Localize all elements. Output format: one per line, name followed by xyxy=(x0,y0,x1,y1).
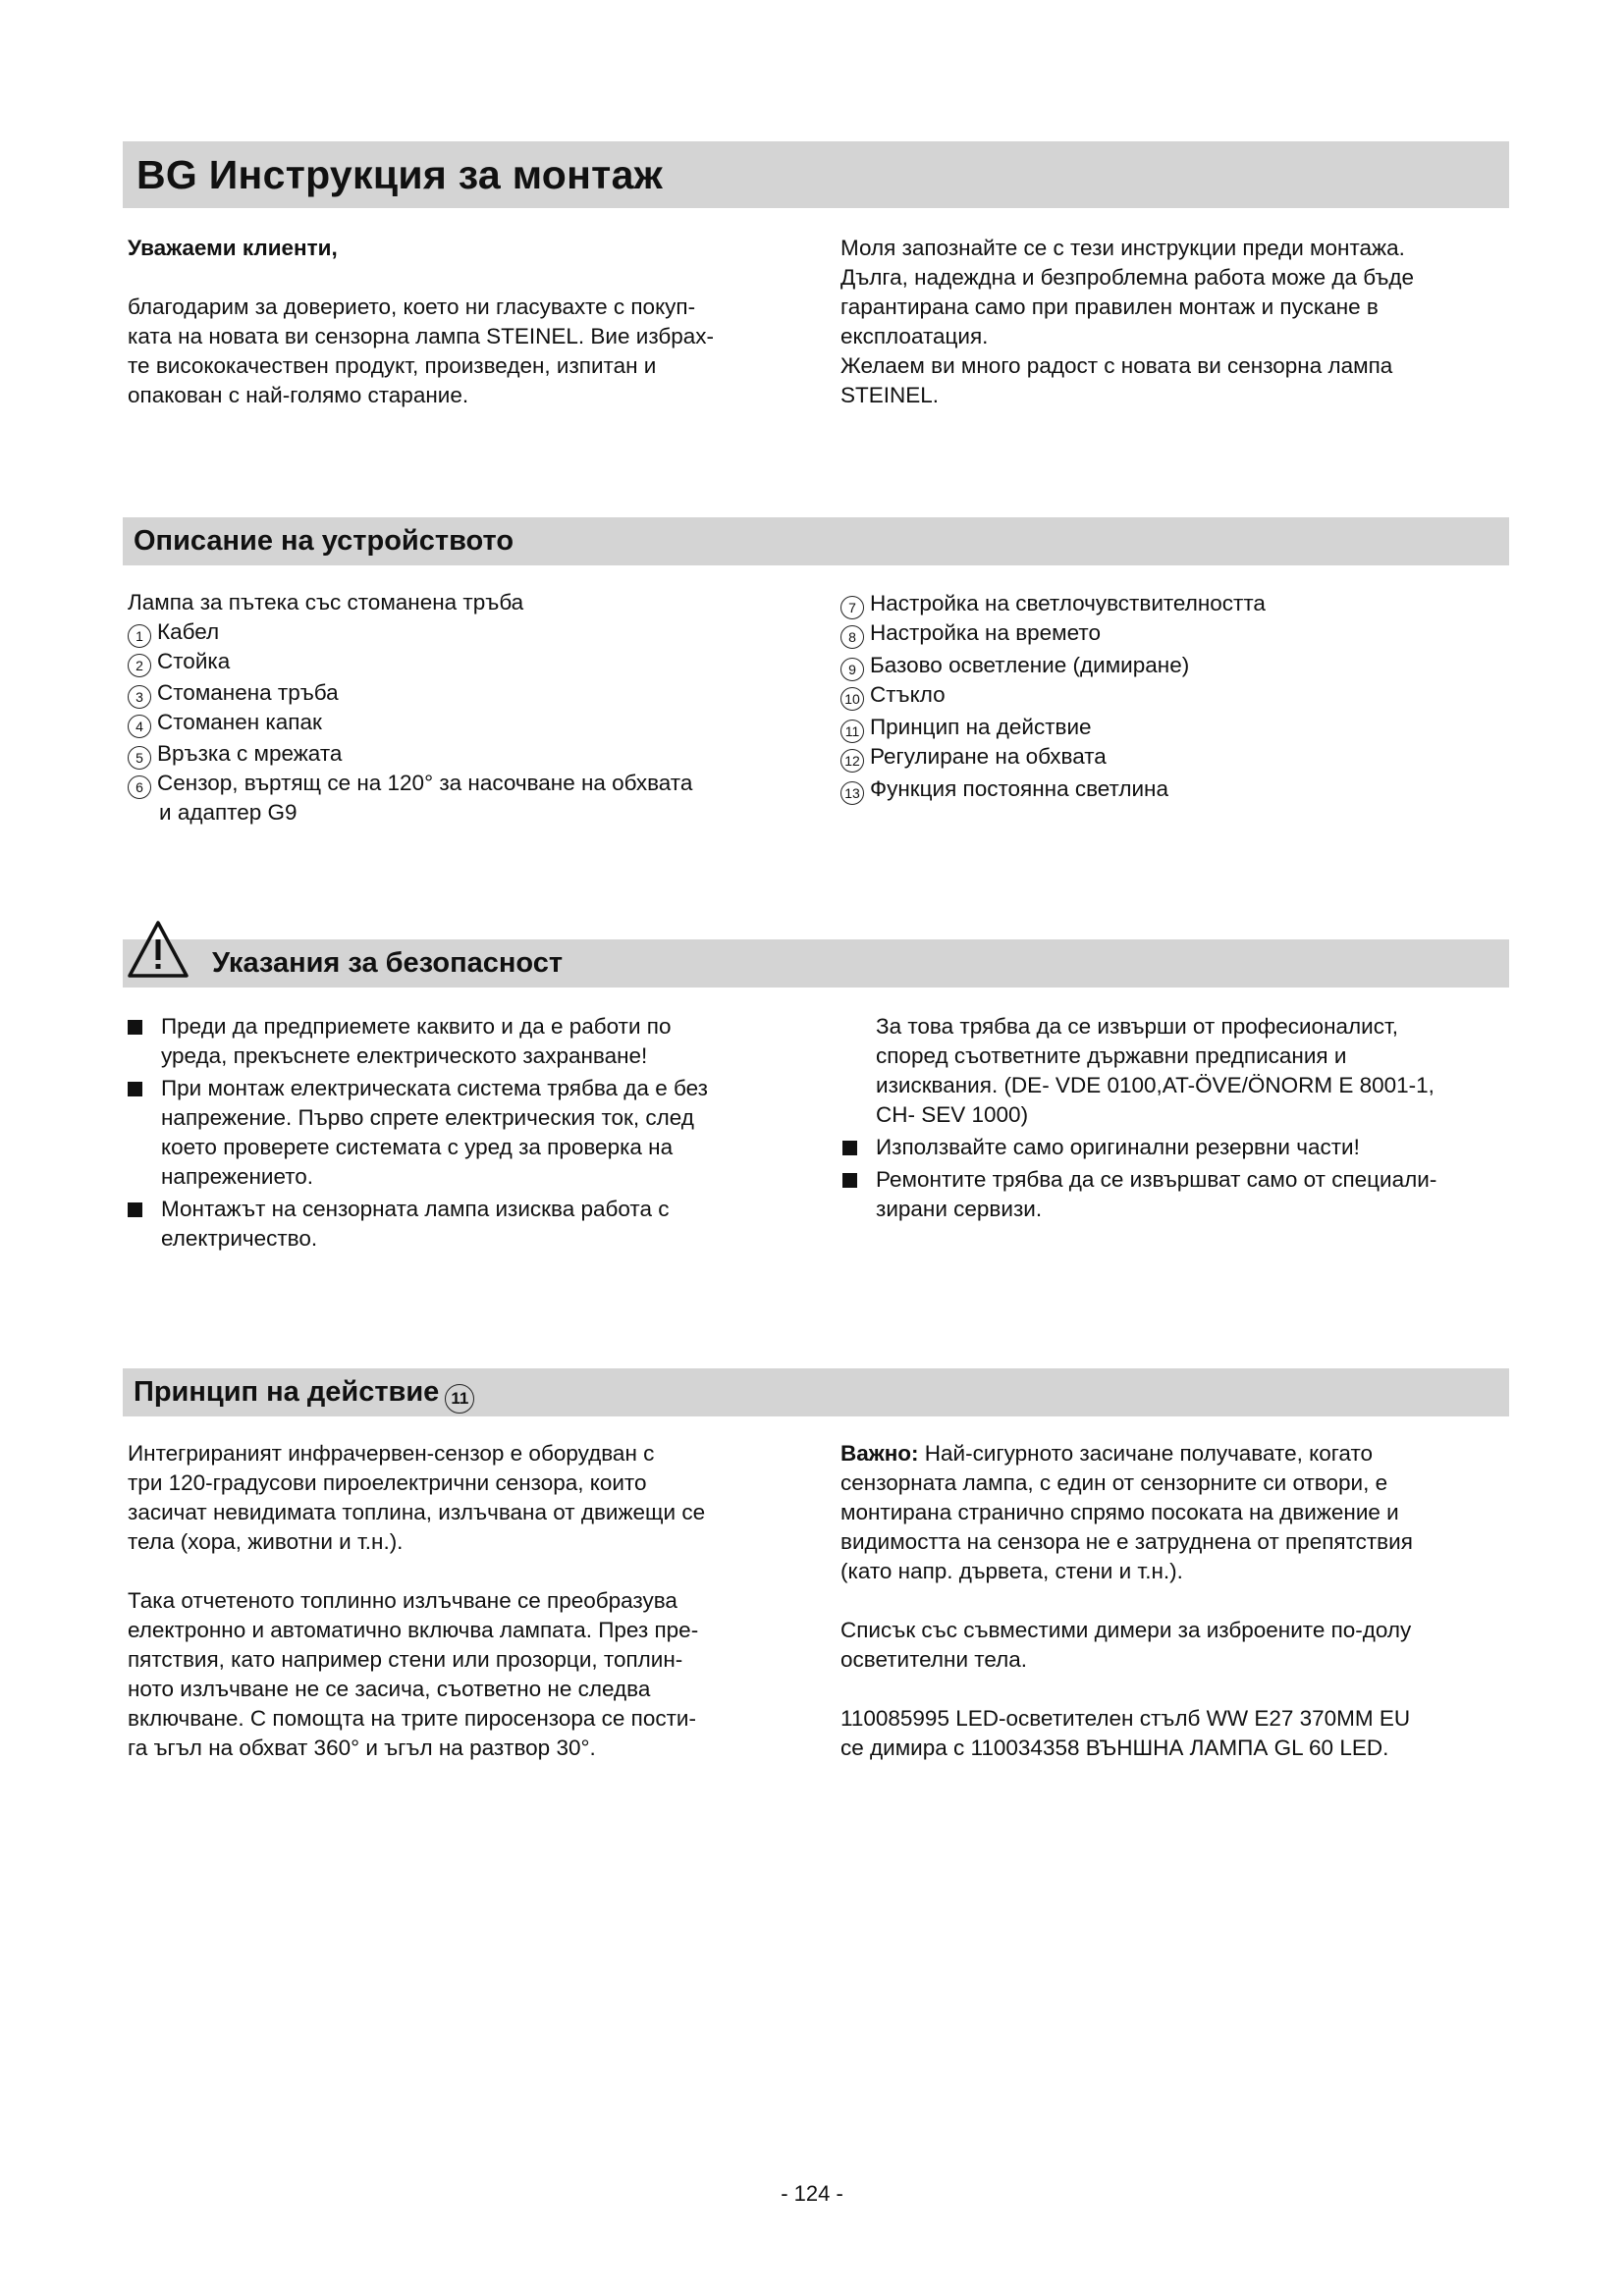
intro-line: Моля запознайте се с тези инструкции преди монтажа. xyxy=(840,236,1405,260)
device-list-right xyxy=(840,589,1518,804)
page-title: BG Инструкция за монтаж xyxy=(136,152,664,197)
list-item: 8 Настройка на времето xyxy=(840,618,1518,648)
intro-line: STEINEL. xyxy=(840,383,940,407)
list-item: 12 Регулиране на обхвата xyxy=(840,742,1518,772)
intro-line: гарантирана само при правилен монтаж и пускане в xyxy=(840,294,1379,319)
list-item: 7 Настройка на светлочувствителността xyxy=(840,589,1518,618)
safety-list-left xyxy=(128,1012,815,1256)
principle-left: Интегрираният инфрачервен-сензор е оборудван с три 120-градусови пироелектрични сензора, които засичат невидимата топлина, излъчвана от движещи се тела (хора, животни и т.н.). Така отчетеното топлинно излъчване се преобразува електронно и автоматично включва лампата. През пре- пятствия, като например стени или прозорци, топлин- ното излъчване не се засича, съответно не следва включване. С помощта на трите пиросензора се пости- га ъгъл на обхват 360° и ъгъл на разтвор 30°. xyxy=(128,1441,706,1760)
list-item: 3 Стоманена тръба xyxy=(128,678,805,708)
intro-line: Желаем ви много радост с новата ви сензорна лампа xyxy=(840,353,1393,378)
device-section-title: Описание на устройството xyxy=(134,525,514,557)
intro-line: благодарим за доверието, което ни гласувахте с покуп- xyxy=(128,294,696,319)
principle-right: Важно: Най-сигурното засичане получавате, когато сензорната лампа, с един от сензорните си отвори, е монтирана странично спрямо посоката на движение и видимостта на сензора не е затруднена от препятствия (като напр. дървета, стени и т.н.). Списък със съвместими димери за изброените по-долу осветителни тела. 110085995 LED-осветителен стълб WW E27 370MM EU се димира с 110034358 ВЪНШНА ЛАМПА GL 60 LED. xyxy=(840,1441,1413,1760)
item-number-icon: 9 xyxy=(840,658,864,681)
list-item: 11 Принцип на действие xyxy=(840,713,1518,742)
item-number-icon: 8 xyxy=(840,625,864,649)
list-item: 13 Функция постоянна светлина xyxy=(840,774,1518,804)
list-item: Ремонтите трябва да се извършват само от специали- зирани сервизи. xyxy=(842,1165,1510,1224)
item-number-icon: 5 xyxy=(128,746,151,770)
intro-right xyxy=(840,234,1518,410)
item-number-icon: 11 xyxy=(445,1384,474,1414)
item-number-icon: 6 xyxy=(128,775,151,799)
intro-line: Дълга, надеждна и безпроблемна работа може да бъде xyxy=(840,265,1415,290)
item-number-icon: 1 xyxy=(128,624,151,648)
bullet-square-icon xyxy=(842,1173,857,1188)
device-section-bar xyxy=(123,517,1509,565)
list-item: Преди да предприемете каквито и да е работи по уреда, прекъснете електрическото захранване! xyxy=(128,1012,815,1071)
item-number-icon: 2 xyxy=(128,654,151,677)
intro-line: те висококачествен продукт, произведен, изпитан и xyxy=(128,353,657,378)
list-item-continuation: и адаптер G9 xyxy=(159,800,298,825)
list-item: 9 Базово осветление (димиране) xyxy=(840,651,1518,680)
safety-continuation: За това трябва да се извърши от професионалист, според съответните държавни предписания и изисквания. (DE- VDE 0100,AT-ÖVE/ÖNORM E 8001-1, CH- SEV 1000) xyxy=(876,1014,1435,1127)
list-item: 1 Кабел xyxy=(128,617,805,647)
greeting: Уважаеми клиенти, xyxy=(128,236,338,260)
item-number-icon: 13 xyxy=(840,781,864,805)
list-item: 4 Стоманен капак xyxy=(128,708,805,737)
device-list-left xyxy=(128,588,805,828)
item-number-icon: 7 xyxy=(840,596,864,619)
list-item: Използвайте само оригинални резервни части! xyxy=(842,1133,1510,1162)
item-number-icon: 10 xyxy=(840,687,864,711)
important-label: Важно: xyxy=(840,1441,919,1466)
list-item: 10 Стъкло xyxy=(840,680,1518,710)
safety-list-right xyxy=(842,1012,1510,1227)
intro-left xyxy=(128,234,805,410)
bullet-square-icon xyxy=(128,1202,142,1217)
bullet-square-icon xyxy=(128,1020,142,1035)
device-lead: Лампа за пътека със стоманена тръба xyxy=(128,590,524,614)
warning-triangle-icon xyxy=(127,920,189,979)
item-number-icon: 4 xyxy=(128,715,151,738)
document-title-bar xyxy=(123,141,1509,208)
intro-line: опакован с най-голямо старание. xyxy=(128,383,469,407)
item-number-icon: 3 xyxy=(128,685,151,709)
principle-section-title: Принцип на действие 11 xyxy=(134,1372,480,1414)
list-item: 2 Стойка xyxy=(128,647,805,676)
list-item: Монтажът на сензорната лампа изисква работа с електричество. xyxy=(128,1195,815,1254)
intro-line: ката на новата ви сензорна лампа STEINEL. Вие избрах- xyxy=(128,324,715,348)
intro-line: експлоатация. xyxy=(840,324,989,348)
safety-section-bar xyxy=(123,939,1509,988)
bullet-square-icon xyxy=(128,1082,142,1096)
list-item: 6 Сензор, въртящ се на 120° за насочване на обхвата xyxy=(128,769,805,798)
page-number: - 124 - xyxy=(781,2181,843,2206)
bullet-square-icon xyxy=(842,1141,857,1155)
item-number-icon: 11 xyxy=(840,720,864,743)
principle-section-bar xyxy=(123,1368,1509,1416)
item-number-icon: 12 xyxy=(840,749,864,773)
list-item: При монтаж електрическата система трябва да е без напрежение. Първо спрете електрическия ток, след което проверете системата с уред за проверка на напрежението. xyxy=(128,1074,815,1192)
safety-section-title: Указания за безопасност xyxy=(212,947,564,979)
list-item: 5 Връзка с мрежата xyxy=(128,739,805,769)
